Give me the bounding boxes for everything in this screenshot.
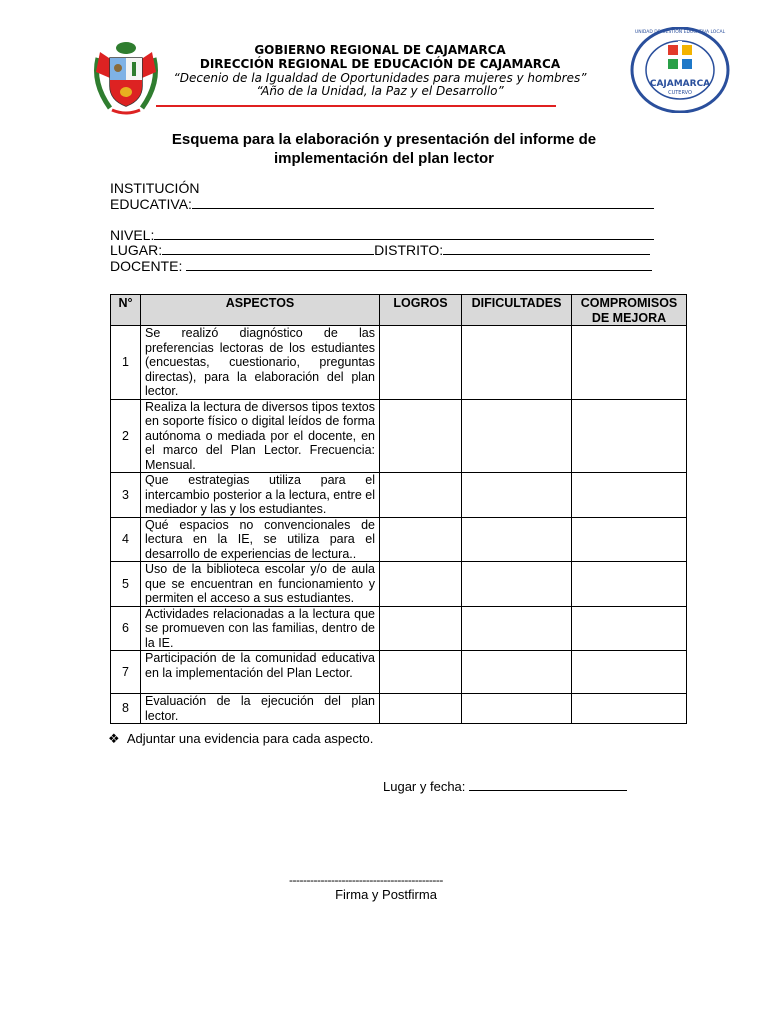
table-row [111, 651, 687, 694]
table-row [111, 606, 687, 651]
table-row [111, 517, 687, 562]
row-aspect: Uso de la biblioteca escolar y/o de aula que se encuentran en funcionamiento y permiten el acceso a sus estudiantes. [141, 562, 380, 607]
place-date-field [383, 778, 627, 794]
place-date-label: Lugar y fecha: [383, 779, 466, 794]
field-distrito-label: DISTRITO: [374, 242, 444, 258]
cell-compromisos[interactable] [572, 694, 687, 724]
field-nivel [110, 227, 654, 243]
ugel-cajamarca-seal-icon [630, 27, 730, 113]
cell-dificultades[interactable] [462, 326, 572, 400]
table-header-row [111, 295, 687, 326]
seal-ring-text: UNIDAD DE GESTIÓN EDUCATIVA LOCAL [634, 30, 726, 35]
document-title [100, 130, 668, 168]
cell-logros[interactable] [380, 606, 462, 651]
row-number: 6 [111, 606, 141, 651]
header-number: N° [111, 295, 141, 326]
row-number: 1 [111, 326, 141, 400]
row-number: 5 [111, 562, 141, 607]
field-institucion-label: INSTITUCIÓN [110, 180, 200, 196]
row-aspect: Que estrategias utiliza para el intercambio posterior a la lectura, entre el mediador y las y los estudiantes. [141, 473, 380, 518]
cell-logros[interactable] [380, 651, 462, 694]
row-number: 4 [111, 517, 141, 562]
row-number: 7 [111, 651, 141, 694]
document-title-line2: implementación del plan lector [273, 150, 495, 167]
cell-logros[interactable] [380, 517, 462, 562]
header-aspects: ASPECTOS [141, 295, 380, 326]
cell-logros[interactable] [380, 399, 462, 473]
cell-dificultades[interactable] [462, 694, 572, 724]
cell-compromisos[interactable] [572, 606, 687, 651]
row-aspect: Se realizó diagnóstico de las preferencias lectoras de los estudiantes (encuestas, cuestionario, preguntas directas), para la elaboración del plan lector. [141, 326, 380, 400]
row-aspect: Qué espacios no convencionales de lectura en la IE, se utiliza para el desarrollo de experiencias de lectura.. [141, 517, 380, 562]
seal-main-text: CAJAMARCA [649, 79, 711, 89]
header-government: GOBIERNO REGIONAL DE CAJAMARCA [254, 43, 506, 57]
row-number: 2 [111, 399, 141, 473]
row-number: 8 [111, 694, 141, 724]
header-decade-motto: “Decenio de la Igualdad de Oportunidades para mujeres y hombres” [173, 71, 587, 85]
cell-logros[interactable] [380, 562, 462, 607]
bullet-icon: ❖ [108, 731, 120, 746]
header-achievements: LOGROS [380, 295, 462, 326]
cell-dificultades[interactable] [462, 473, 572, 518]
table-row [111, 562, 687, 607]
cell-dificultades[interactable] [462, 651, 572, 694]
row-aspect: Realiza la lectura de diversos tipos textos en soporte físico o digital leídos de forma autónoma o mediada por el docente, en el marco del Plan Lector. Frecuencia: Mensual. [141, 399, 380, 473]
cell-compromisos[interactable] [572, 326, 687, 400]
field-nivel-line[interactable] [154, 227, 654, 240]
header-direction: DIRECCIÓN REGIONAL DE EDUCACIÓN DE CAJAMARCA [199, 57, 561, 71]
field-educativa-label: EDUCATIVA: [110, 196, 192, 212]
row-aspect: Actividades relacionadas a la lectura que se promueven con las familias, dentro de la IE. [141, 606, 380, 651]
table-row [111, 326, 687, 400]
seal-bottom-text: CUTERVO [668, 90, 692, 96]
field-educativa [110, 196, 654, 212]
cell-compromisos[interactable] [572, 473, 687, 518]
cell-dificultades[interactable] [462, 517, 572, 562]
field-lugar-label: LUGAR: [110, 242, 163, 258]
field-docente-line[interactable] [186, 258, 652, 271]
table-row [111, 473, 687, 518]
field-nivel-label: NIVEL: [110, 227, 155, 243]
cell-logros[interactable] [380, 326, 462, 400]
cell-compromisos[interactable] [572, 517, 687, 562]
cell-dificultades[interactable] [462, 399, 572, 473]
cell-logros[interactable] [380, 694, 462, 724]
table-row [111, 694, 687, 724]
header-divider [156, 105, 556, 107]
evidence-note-text: Adjuntar una evidencia para cada aspecto. [126, 731, 374, 746]
place-date-line[interactable] [469, 778, 627, 791]
cell-dificultades[interactable] [462, 606, 572, 651]
cell-compromisos[interactable] [572, 651, 687, 694]
field-lugar-line[interactable] [162, 242, 374, 255]
document-title-line1: Esquema para la elaboración y presentación del informe de [171, 131, 597, 148]
cell-logros[interactable] [380, 473, 462, 518]
field-educativa-line[interactable] [192, 196, 654, 209]
header-year-motto: “Año de la Unidad, la Paz y el Desarrollo” [256, 84, 504, 98]
header-commitments: COMPROMISOS DE MEJORA [572, 295, 687, 326]
aspects-table [110, 294, 687, 724]
table-row [111, 399, 687, 473]
row-aspect: Participación de la comunidad educativa en la implementación del Plan Lector. [141, 651, 380, 694]
field-docente-label: DOCENTE: [110, 258, 183, 274]
evidence-note [108, 731, 373, 747]
header-difficulties: DIFICULTADES [462, 295, 572, 326]
field-lugar-distrito [110, 242, 650, 258]
field-docente [110, 258, 652, 274]
cell-compromisos[interactable] [572, 562, 687, 607]
row-number: 3 [111, 473, 141, 518]
field-distrito-line[interactable] [443, 242, 650, 255]
signature-label: Firma y Postfirma [335, 887, 437, 902]
cell-dificultades[interactable] [462, 562, 572, 607]
signature-line: -------------------------------------------- [289, 873, 443, 887]
row-aspect: Evaluación de la ejecución del plan lector. [141, 694, 380, 724]
cell-compromisos[interactable] [572, 399, 687, 473]
